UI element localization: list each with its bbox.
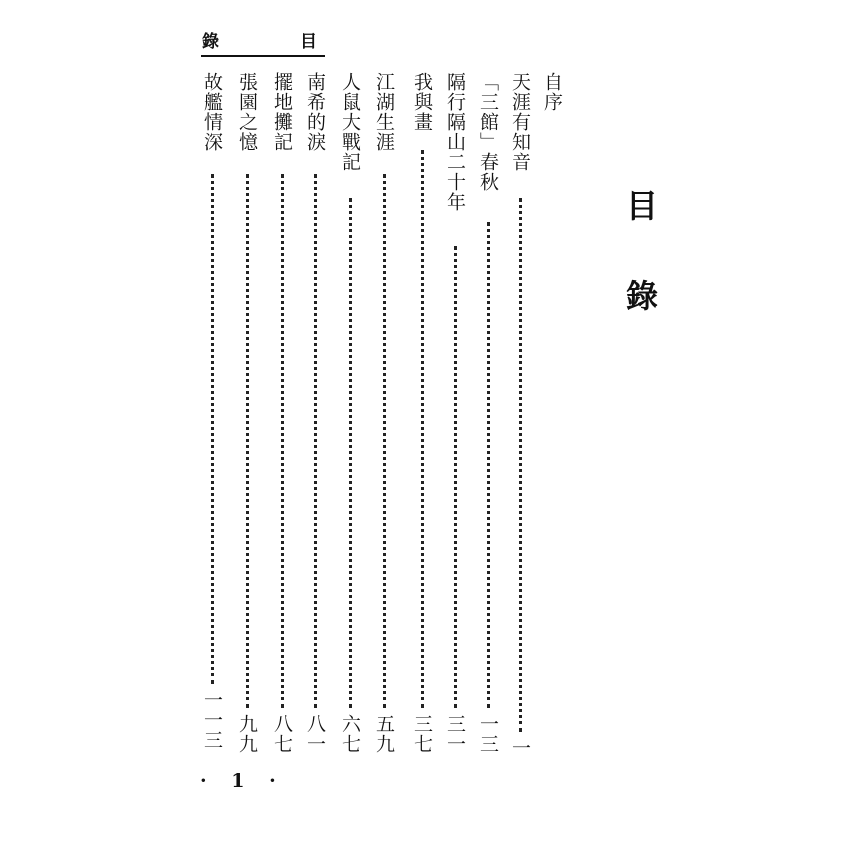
- toc-entry-page: 九九: [236, 714, 258, 754]
- toc-entry-title: 張園之憶: [236, 72, 258, 152]
- toc-entry-page: 三七: [411, 714, 433, 754]
- toc-entry: [200, 72, 224, 762]
- toc-entry-title: 故艦情深: [201, 72, 223, 152]
- toc-entry-page: 三一: [444, 714, 466, 754]
- toc-leader-dots: [519, 198, 522, 732]
- toc-entry: [372, 72, 396, 762]
- toc-entry-page: 一三: [477, 714, 499, 754]
- page-title-char-2: 錄: [626, 277, 659, 315]
- toc-entry: [508, 72, 532, 762]
- toc-entry-title: 自序: [541, 72, 563, 112]
- toc-entry-title: 南希的淚: [304, 72, 326, 152]
- toc-entry-title: 天涯有知音: [509, 72, 531, 172]
- page-title-char-1: 目: [626, 187, 659, 225]
- toc-entry-title: 人鼠大戰記: [339, 72, 361, 172]
- toc-entry-title: 我與畫: [411, 72, 433, 132]
- toc-entry: [235, 72, 259, 762]
- toc-entry-title: 江湖生涯: [373, 72, 395, 152]
- toc-entry: [540, 72, 564, 762]
- toc-entry-page: 一一三: [201, 690, 223, 750]
- toc-entry: [270, 72, 294, 762]
- toc-leader-dots: [314, 174, 317, 708]
- toc-leader-dots: [383, 174, 386, 708]
- toc-entry-title: 隔行隔山二十年: [444, 72, 466, 212]
- toc-leader-dots: [349, 198, 352, 708]
- toc-leader-dots: [246, 174, 249, 708]
- toc-leader-dots: [211, 174, 214, 684]
- toc-entry: [476, 72, 500, 762]
- toc-entry: [338, 72, 362, 762]
- header-rule: [201, 55, 325, 57]
- toc-entry-title: 「三館」春秋: [477, 72, 499, 192]
- toc-entry: [303, 72, 327, 762]
- toc-entry-page: 八一: [304, 714, 326, 754]
- toc-entry-page: 一: [509, 738, 531, 758]
- running-header-right: 目: [300, 32, 317, 52]
- toc-leader-dots: [281, 174, 284, 708]
- toc-leader-dots: [487, 222, 490, 708]
- toc-entry-page: 八七: [271, 714, 293, 754]
- page-number: · 1 ·: [200, 770, 285, 792]
- toc-entry-page: 六七: [339, 714, 361, 754]
- toc-entry-title: 擺地攤記: [271, 72, 293, 152]
- toc-leader-dots: [454, 246, 457, 708]
- toc-leader-dots: [421, 150, 424, 708]
- running-header-left: 錄: [202, 32, 219, 52]
- toc-entry: [443, 72, 467, 762]
- toc-entry: [410, 72, 434, 762]
- toc-entry-page: 五九: [373, 714, 395, 754]
